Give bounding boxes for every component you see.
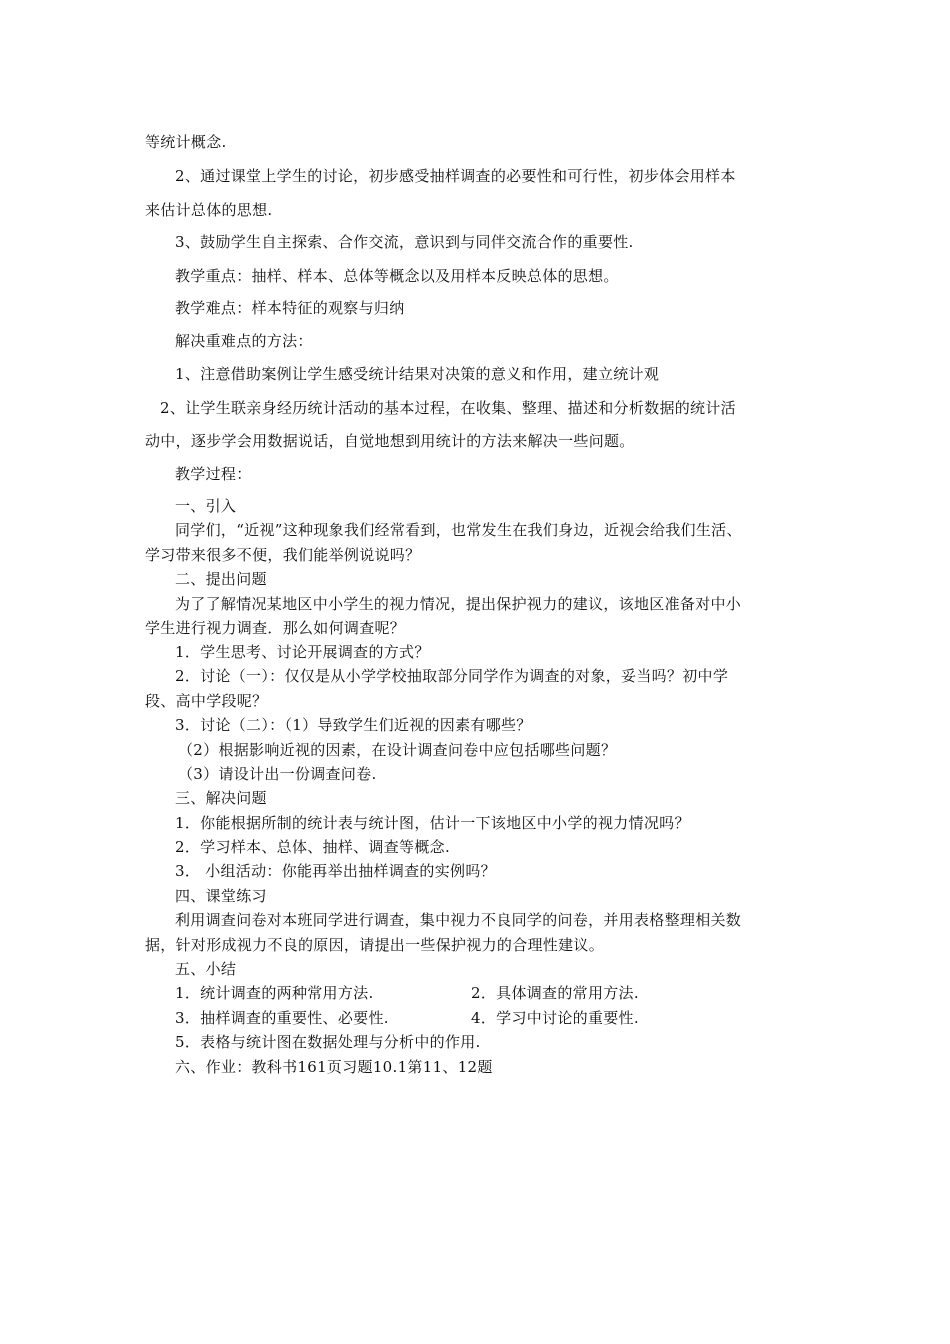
key-points: 教学重点：抽样、样本、总体等概念以及用样本反映总体的思想。 — [175, 267, 619, 285]
section-heading-solve: 三、解决问题 — [175, 789, 267, 807]
difficult-points: 教学难点：样本特征的观察与归纳 — [175, 299, 405, 317]
summary-item-5: 5．表格与统计图在数据处理与分析中的作用. — [175, 1033, 481, 1051]
objective-2-line-2: 来估计总体的思想. — [145, 201, 273, 219]
text-line: 等统计概念. — [145, 133, 227, 151]
summary-item-3: 3．抽样调查的重要性、必要性. — [175, 1009, 389, 1027]
intro-line-1: 同学们，“近视”这种现象我们经常看到，也常发生在我们身边，近视会给我们生活、 — [175, 521, 742, 539]
objective-2-line-1: 2、通过课堂上学生的讨论，初步感受抽样调查的必要性和可行性，初步体会用样本 — [175, 167, 736, 185]
question-item-2-line-2: 段、高中学段呢？ — [145, 692, 268, 710]
practice-line-1: 利用调查问卷对本班同学进行调查，集中视力不良同学的问卷，并用表格整理相关数 — [175, 911, 742, 929]
summary-item-2: 2．具体调查的常用方法. — [471, 984, 639, 1002]
homework-line: 六、作业：教科书161页习题10.1第11、12题 — [175, 1058, 493, 1076]
methods-heading: 解决重难点的方法： — [175, 332, 313, 350]
objective-3: 3、鼓励学生自主探索、合作交流，意识到与同伴交流合作的重要性. — [175, 233, 634, 251]
question-item-1: 1．学生思考、讨论开展调查的方式？ — [175, 643, 430, 661]
question-item-3: 3．讨论（二）：（1）导致学生们近视的因素有哪些？ — [175, 716, 532, 734]
question-item-3-sub-3: （3）请设计出一份调查问卷. — [178, 765, 377, 783]
practice-line-2: 据，针对形成视力不良的原因，请提出一些保护视力的合理性建议。 — [145, 936, 605, 954]
solve-item-1: 1．你能根据所制的统计表与统计图，估计一下该地区中小学的视力情况吗？ — [175, 814, 690, 832]
intro-line-2: 学习带来很多不便，我们能举例说说吗？ — [145, 546, 421, 564]
summary-item-1: 1．统计调查的两种常用方法. — [175, 984, 374, 1002]
summary-item-4: 4．学习中讨论的重要性. — [471, 1009, 639, 1027]
process-heading: 教学过程： — [175, 465, 252, 483]
solve-item-2: 2．学习样本、总体、抽样、调查等概念. — [175, 838, 451, 856]
method-2-line-1: 2、让学生联亲身经历统计活动的基本过程，在收集、整理、描述和分析数据的统计活 — [160, 399, 736, 417]
question-line-1: 为了了解情况某地区中小学生的视力情况，提出保护视力的建议，该地区准备对中小 — [175, 595, 742, 613]
solve-item-3: 3． 小组活动：你能再举出抽样调查的实例吗？ — [175, 862, 496, 880]
section-heading-practice: 四、课堂练习 — [175, 887, 267, 905]
method-1: 1、注意借助案例让学生感受统计结果对决策的意义和作用，建立统计观 — [175, 365, 660, 383]
section-heading-question: 二、提出问题 — [175, 570, 267, 588]
question-item-2-line-1: 2．讨论（一）：仅仅是从小学学校抽取部分同学作为调查的对象，妥当吗？初中学 — [175, 667, 729, 685]
section-heading-intro: 一、引入 — [175, 497, 237, 515]
method-2-line-2: 动中，逐步学会用数据说话，自觉地想到用统计的方法来解决一些问题。 — [145, 432, 635, 450]
section-heading-summary: 五、小结 — [175, 960, 237, 978]
question-line-2: 学生进行视力调查．那么如何调查呢？ — [145, 619, 406, 637]
question-item-3-sub-2: （2）根据影响近视的因素，在设计调查问卷中应包括哪些问题？ — [178, 741, 617, 759]
